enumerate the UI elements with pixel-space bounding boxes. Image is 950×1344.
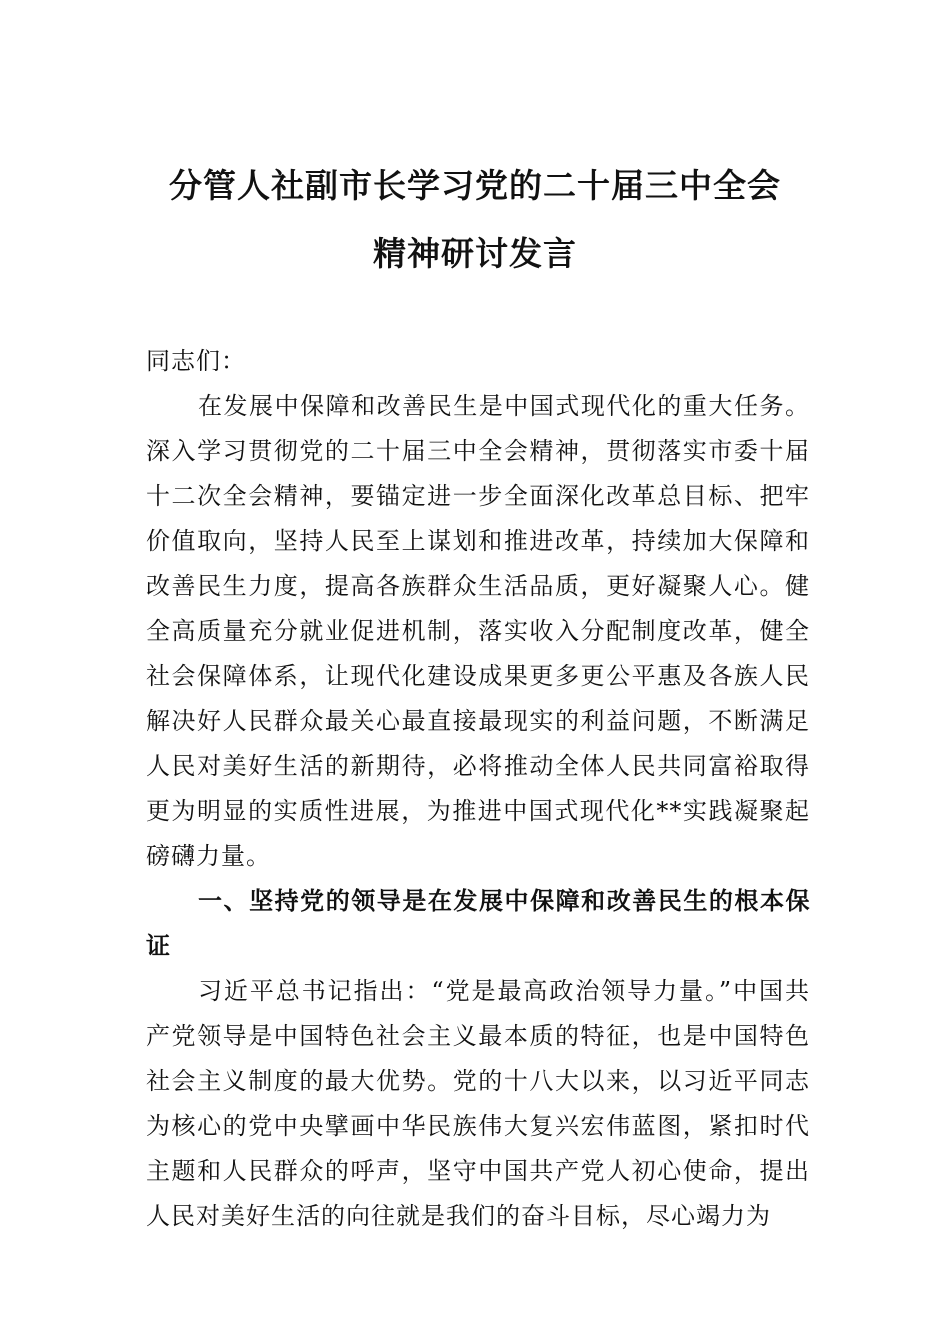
section-1-paragraph: 习近平总书记指出：“党是最高政治领导力量。”中国共产党领导是中国特色社会主义最本质的特征，也是中国特色社会主义制度的最大优势。党的十八大以来，以习近平同志为核心的党中央擘画中华民族伟大复兴宏伟蓝图，紧扣时代主题和人民群众的呼声，坚守中国共产党人初心使命，提出人民对美好生活的向往就是我们的奋斗目标，尽心竭力为 (146, 977, 810, 1230)
section-1-heading: 一、坚持党的领导是在发展中保障和改善民生的根本保证 (146, 887, 810, 960)
document-title-line-2: 精神研讨发言 (373, 234, 577, 273)
salutation: 同志们： (146, 347, 246, 375)
document-body (146, 339, 810, 1239)
intro-paragraph: 在发展中保障和改善民生是中国式现代化的重大任务。深入学习贯彻党的二十届三中全会精神，贯彻落实市委十届十二次全会精神，要锚定进一步全面深化改革总目标、把牢价值取向，坚持人民至上谋划和推进改革，持续加大保障和改善民生力度，提高各族群众生活品质，更好凝聚人心。健全高质量充分就业促进机制，落实收入分配制度改革，健全社会保障体系，让现代化建设成果更多更公平惠及各族人民解决好人民群众最关心最直接最现实的利益问题，不断满足人民对美好生活的新期待，必将推动全体人民共同富裕取得更为明显的实质性进展，为推进中国式现代化**实践凝聚起磅礴力量。 (146, 392, 810, 870)
document-title-line-1: 分管人社副市长学习党的二十届三中全会 (169, 166, 781, 205)
